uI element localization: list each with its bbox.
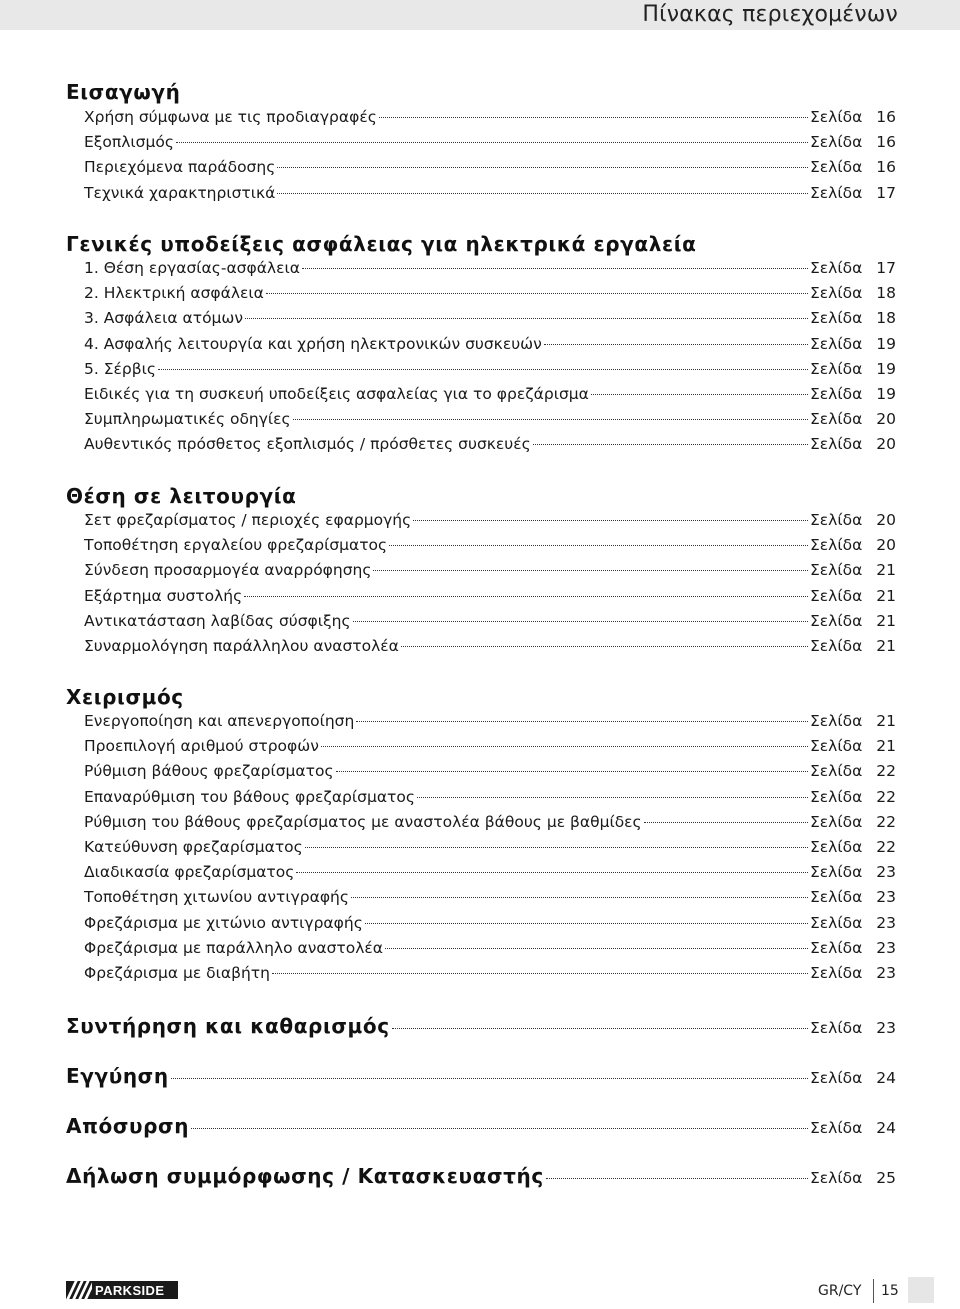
toc-entry[interactable] <box>84 964 896 986</box>
toc-entry-label: Επαναρύθμιση του βάθους φρεζαρίσματος <box>84 787 415 806</box>
page-word: Σελίδα <box>810 762 863 781</box>
dot-leader <box>591 394 808 395</box>
toc-entry-label: Εγγύηση <box>66 1064 169 1088</box>
dot-leader <box>417 797 808 798</box>
dot-leader <box>171 1078 808 1079</box>
page-word: Σελίδα <box>810 637 863 655</box>
toc-entry[interactable] <box>84 133 896 155</box>
dot-leader <box>546 1178 808 1179</box>
toc-entry-page: 20 <box>876 435 896 454</box>
toc-entry[interactable] <box>84 259 896 281</box>
toc-entry[interactable] <box>84 410 896 432</box>
dot-leader <box>401 646 808 647</box>
dot-leader <box>277 167 808 168</box>
dot-leader <box>353 621 808 622</box>
toc-entry-page: 21 <box>876 737 896 756</box>
toc-entry[interactable] <box>84 284 896 306</box>
page-word: Σελίδα <box>810 938 863 957</box>
page-word: Σελίδα <box>810 511 863 529</box>
dot-leader <box>245 318 808 319</box>
toc-entry-label: Φρεζάρισμα με παράλληλο αναστολέα <box>84 938 384 957</box>
toc-entry-label: Φρεζάρισμα με χιτώνιο αντιγραφής <box>84 913 363 932</box>
dot-leader <box>644 822 808 823</box>
dot-leader <box>176 142 808 143</box>
dot-leader <box>385 948 808 949</box>
page-word: Σελίδα <box>810 913 863 932</box>
page-word: Σελίδα <box>810 561 863 580</box>
toc-entry-label: Ειδικές για τη συσκευή υποδείξεις ασφαλείας για το φρεζάρισμα <box>84 385 589 403</box>
toc-entry-page: 20 <box>876 410 896 429</box>
dot-leader <box>272 973 808 974</box>
dot-leader <box>533 444 808 445</box>
toc-entry-page: 21 <box>876 611 896 630</box>
page-word: Σελίδα <box>810 812 863 831</box>
toc-entry[interactable] <box>84 914 896 936</box>
toc-entry-page: 25 <box>876 1169 896 1187</box>
section-heading: Γενικές υποδείξεις ασφάλειας για ηλεκτρικά εργαλεία <box>66 232 697 256</box>
dot-leader <box>321 746 808 747</box>
dot-leader <box>365 923 808 924</box>
dot-leader <box>389 545 808 546</box>
toc-entry[interactable] <box>84 762 896 784</box>
page-word: Σελίδα <box>810 435 863 454</box>
dot-leader <box>379 117 808 118</box>
page-word: Σελίδα <box>810 259 863 277</box>
logo-stripes-icon <box>66 1281 92 1299</box>
toc-entry-label: 3. Ασφάλεια ατόμων <box>84 309 244 328</box>
toc-entry[interactable] <box>84 712 896 734</box>
toc-entry[interactable] <box>84 939 896 961</box>
language-code: GR/CY <box>818 1283 862 1299</box>
page-word: Σελίδα <box>810 787 863 806</box>
toc-entry[interactable] <box>84 561 896 583</box>
page-number: 15 <box>881 1283 899 1299</box>
page-word: Σελίδα <box>810 838 863 856</box>
toc-entry-label: 5. Σέρβις <box>84 359 156 378</box>
dot-leader <box>191 1128 808 1129</box>
toc-entry[interactable] <box>84 737 896 759</box>
dot-leader <box>296 872 808 873</box>
toc-entry-label: Κατεύθυνση φρεζαρίσματος <box>84 838 303 856</box>
page-word: Σελίδα <box>810 611 863 630</box>
toc-entry[interactable] <box>84 108 896 130</box>
toc-entry[interactable] <box>84 360 896 382</box>
dot-leader <box>244 596 808 597</box>
toc-entry-label: Προεπιλογή αριθμού στροφών <box>84 737 319 756</box>
toc-entry-page: 23 <box>876 1019 896 1037</box>
page-word: Σελίδα <box>810 888 863 907</box>
toc-entry[interactable] <box>84 863 896 885</box>
toc-entry[interactable] <box>84 587 896 609</box>
toc-entry-label: Συμπληρωματικές οδηγίες <box>84 410 291 429</box>
dot-leader <box>336 771 808 772</box>
toc-entry-page: 19 <box>876 359 896 378</box>
dot-leader <box>266 293 808 294</box>
toc-entry-label: Τοποθέτηση χιτωνίου αντιγραφής <box>84 888 349 907</box>
page-word: Σελίδα <box>810 284 863 303</box>
toc-entry-label: Σετ φρεζαρίσματος / περιοχές εφαρμογής <box>84 511 412 529</box>
toc-entry[interactable] <box>84 612 896 634</box>
toc-entry-label: Απόσυρση <box>66 1114 190 1138</box>
dot-leader <box>373 570 808 571</box>
toc-entry-page: 23 <box>876 913 896 932</box>
toc-entry-page: 20 <box>876 511 896 529</box>
toc-entry-label: Συντήρηση και καθαρισμός <box>66 1014 390 1038</box>
toc-entry-label: Τεχνικά χαρακτηριστικά <box>84 183 276 202</box>
toc-entry-page: 22 <box>876 762 896 781</box>
page-word: Σελίδα <box>810 108 863 126</box>
dot-leader <box>351 897 808 898</box>
toc-entry[interactable] <box>66 1014 896 1036</box>
dot-leader <box>293 419 808 420</box>
dot-leader <box>356 721 808 722</box>
toc-entry-page: 23 <box>876 938 896 957</box>
section-heading: Χειρισμός <box>66 685 184 709</box>
page-word: Σελίδα <box>810 385 863 403</box>
toc-entry[interactable] <box>84 335 896 357</box>
toc-entry-label: Συναρμολόγηση παράλληλου αναστολέα <box>84 637 399 655</box>
toc-entry-page: 24 <box>876 1069 896 1087</box>
toc-entry[interactable] <box>84 637 896 659</box>
toc-entry-label: Εξοπλισμός <box>84 133 174 152</box>
page-word: Σελίδα <box>810 536 863 555</box>
page-title: Πίνακας περιεχομένων <box>642 2 898 27</box>
toc-entry-page: 19 <box>876 385 896 403</box>
toc-entry-page: 21 <box>876 637 896 655</box>
toc-entry[interactable] <box>84 888 896 910</box>
toc-entry-page: 22 <box>876 812 896 831</box>
toc-entry-page: 18 <box>876 309 896 328</box>
toc-entry-page: 18 <box>876 284 896 303</box>
toc-entry-label: Ενεργοποίηση και απενεργοποίηση <box>84 712 355 730</box>
page-word: Σελίδα <box>810 1169 863 1187</box>
toc-entry-label: Ρύθμιση βάθους φρεζαρίσματος <box>84 762 334 781</box>
toc-entry[interactable] <box>84 788 896 810</box>
toc-entry-page: 17 <box>876 183 896 202</box>
page-word: Σελίδα <box>810 158 863 177</box>
toc-entry-label: Ρύθμιση του βάθους φρεζαρίσματος με αναστολέα βάθους με βαθμίδες <box>84 812 642 831</box>
toc-entry-label: Αντικατάσταση λαβίδας σύσφιξης <box>84 611 351 630</box>
dot-leader <box>392 1028 808 1029</box>
toc-entry[interactable] <box>66 1064 896 1086</box>
dot-leader <box>544 344 808 345</box>
page-word: Σελίδα <box>810 133 863 152</box>
page-word: Σελίδα <box>810 183 863 202</box>
toc-entry[interactable] <box>84 184 896 206</box>
toc-entry[interactable] <box>84 536 896 558</box>
toc-entry[interactable] <box>84 158 896 180</box>
footer-divider <box>873 1279 874 1303</box>
toc-entry-page: 22 <box>876 838 896 856</box>
page-word: Σελίδα <box>810 359 863 378</box>
brand-name: PARKSIDE <box>92 1281 178 1299</box>
toc-entry[interactable] <box>66 1114 896 1136</box>
page-word: Σελίδα <box>810 1019 863 1037</box>
dot-leader <box>302 268 808 269</box>
toc-entry-label: Φρεζάρισμα με διαβήτη <box>84 964 270 982</box>
toc-entry-page: 16 <box>876 158 896 177</box>
toc-entry-label: Αυθεντικός πρόσθετος εξοπλισμός / πρόσθετες συσκευές <box>84 435 531 454</box>
page-word: Σελίδα <box>810 586 863 605</box>
dot-leader <box>158 369 808 370</box>
toc-entry-label: 4. Ασφαλής λειτουργία και χρήση ηλεκτρονικών συσκευών <box>84 334 542 353</box>
toc-entry-page: 17 <box>876 259 896 277</box>
toc-entry[interactable] <box>66 1164 896 1186</box>
page-word: Σελίδα <box>810 309 863 328</box>
section-heading: Εισαγωγή <box>66 80 181 104</box>
toc-entry-label: Τοποθέτηση εργαλείου φρεζαρίσματος <box>84 536 388 555</box>
toc-entry-page: 24 <box>876 1119 896 1137</box>
toc-entry-label: Σύνδεση προσαρμογέα αναρρόφησης <box>84 561 372 580</box>
dot-leader <box>277 193 808 194</box>
toc-entry-label: Δήλωση συμμόρφωσης / Κατασκευαστής <box>66 1164 544 1188</box>
toc-entry-page: 22 <box>876 787 896 806</box>
toc-entry-label: 1. Θέση εργασίας-ασφάλεια <box>84 259 300 277</box>
toc-entry-page: 16 <box>876 133 896 152</box>
page-word: Σελίδα <box>810 737 863 756</box>
toc-entry-page: 23 <box>876 964 896 982</box>
dot-leader <box>305 847 808 848</box>
toc-entry-label: Χρήση σύμφωνα με τις προδιαγραφές <box>84 108 377 126</box>
toc-entry[interactable] <box>84 309 896 331</box>
toc-entry-page: 16 <box>876 108 896 126</box>
toc-entry-page: 21 <box>876 712 896 730</box>
page-word: Σελίδα <box>810 964 863 982</box>
toc-entry[interactable] <box>84 435 896 457</box>
toc-entry[interactable] <box>84 838 896 860</box>
toc-entry-label: 2. Ηλεκτρική ασφάλεια <box>84 284 264 303</box>
toc-entry-page: 23 <box>876 888 896 907</box>
brand-logo <box>66 1281 178 1299</box>
footer-tab <box>908 1277 934 1303</box>
page-word: Σελίδα <box>810 863 863 882</box>
toc-entry-label: Εξάρτημα συστολής <box>84 586 243 605</box>
section-heading: Θέση σε λειτουργία <box>66 484 297 508</box>
toc-entry-label: Διαδικασία φρεζαρίσματος <box>84 863 295 882</box>
toc-entry-label: Περιεχόμενα παράδοσης <box>84 158 276 177</box>
toc-entry-page: 23 <box>876 863 896 882</box>
toc-entry-page: 21 <box>876 586 896 605</box>
toc-entry-page: 19 <box>876 334 896 353</box>
page-word: Σελίδα <box>810 1119 863 1137</box>
page-word: Σελίδα <box>810 1069 863 1087</box>
toc-entry-page: 21 <box>876 561 896 580</box>
toc-entry[interactable] <box>84 385 896 407</box>
page-word: Σελίδα <box>810 410 863 429</box>
page-word: Σελίδα <box>810 712 863 730</box>
toc-entry[interactable] <box>84 511 896 533</box>
toc-entry-page: 20 <box>876 536 896 555</box>
dot-leader <box>413 520 808 521</box>
page-word: Σελίδα <box>810 334 863 353</box>
toc-entry[interactable] <box>84 813 896 835</box>
